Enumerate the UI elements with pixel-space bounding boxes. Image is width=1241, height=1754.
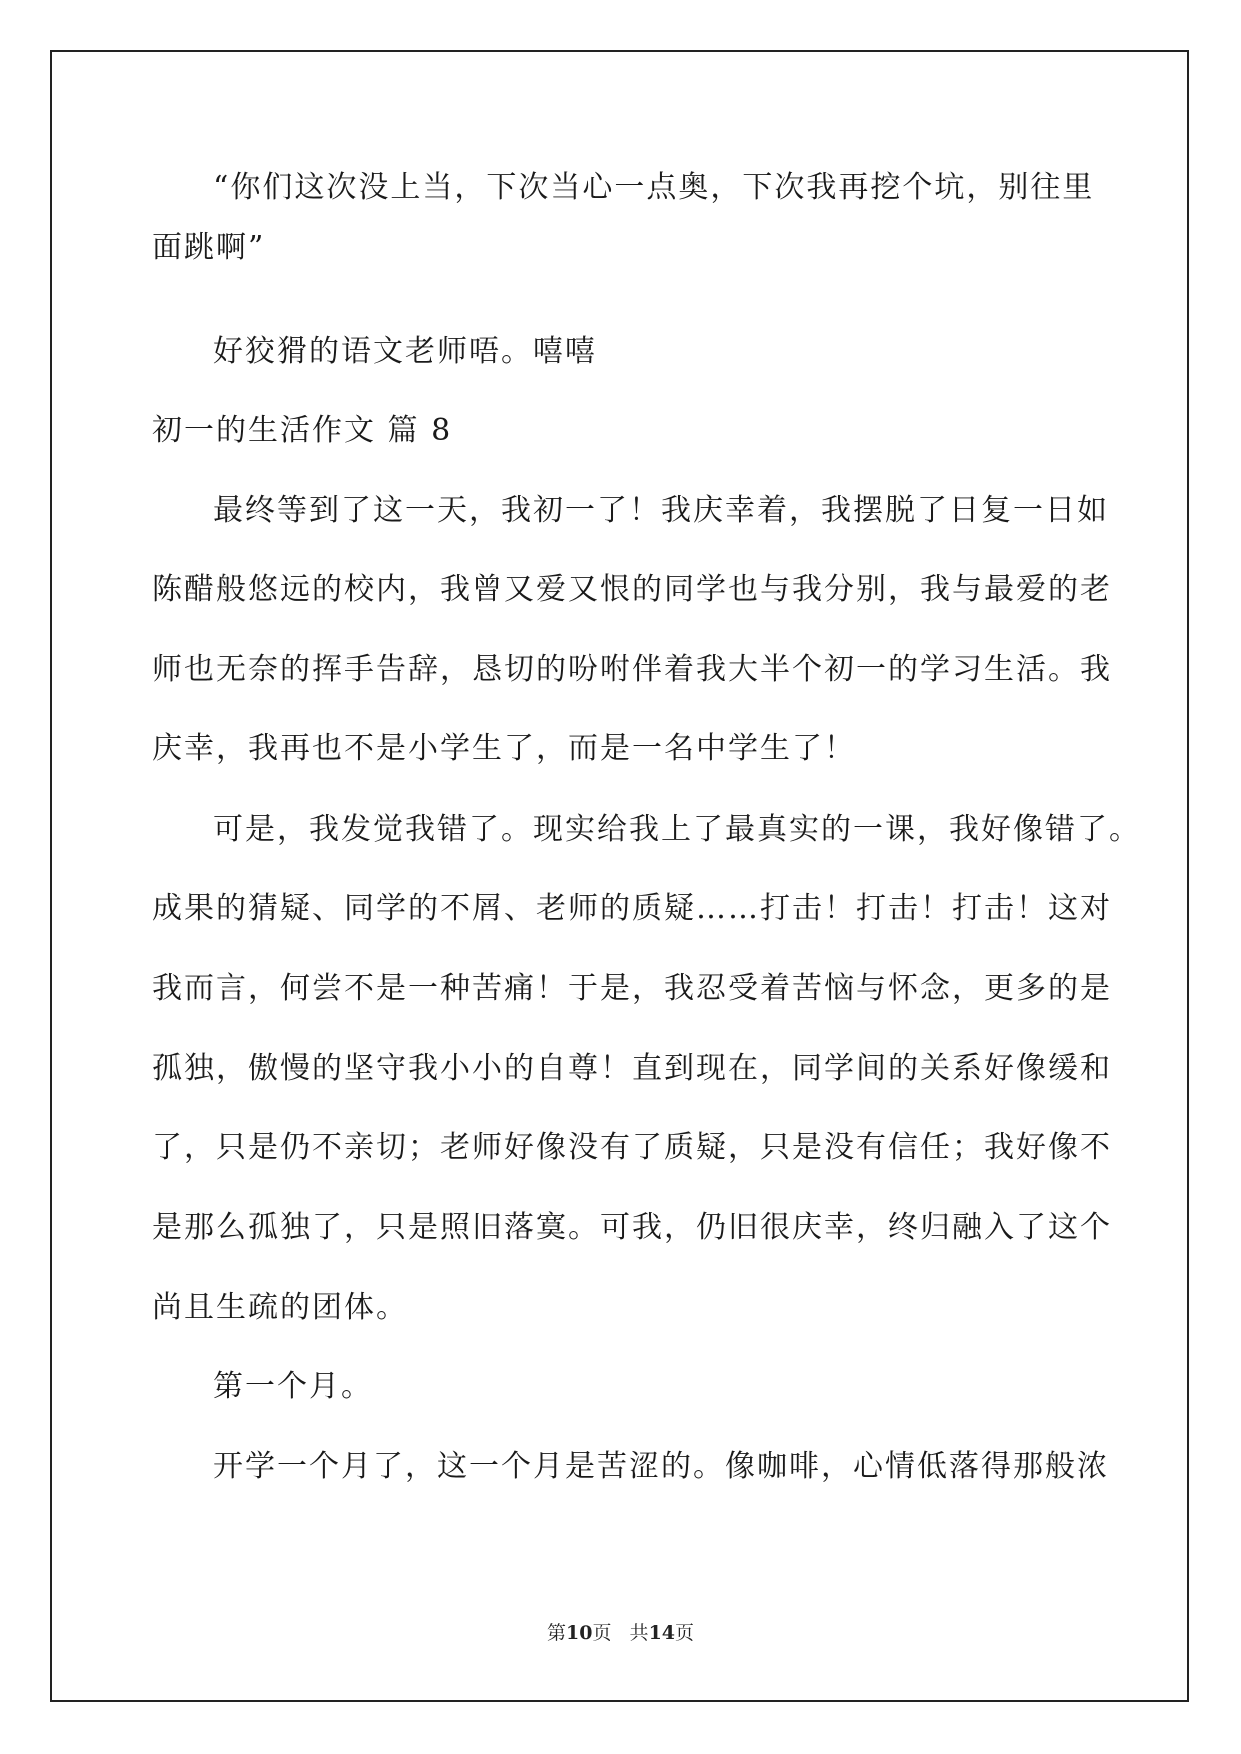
- paragraph-line: 第一个月。: [213, 1369, 373, 1404]
- paragraph-line: “你们这次没上当，下次当心一点奥，下次我再挖个坑，别往里: [213, 170, 1095, 205]
- paragraph-line: 我而言，何尝不是一种苦痛！于是，我忍受着苦恼与怀念，更多的是: [152, 971, 1112, 1006]
- section-heading: 初一的生活作文 篇 8: [152, 413, 453, 448]
- page-footer: [0, 1618, 1241, 1645]
- paragraph-line: 可是，我发觉我错了。现实给我上了最真实的一课，我好像错了。: [213, 812, 1141, 847]
- paragraph-line: 陈醋般悠远的校内，我曾又爱又恨的同学也与我分别，我与最爱的老: [152, 572, 1112, 607]
- footer-prefix: 第: [546, 1622, 566, 1644]
- paragraph-line: 师也无奈的挥手告辞，恳切的吩咐伴着我大半个初一的学习生活。我: [152, 652, 1112, 687]
- paragraph-line: 面跳啊”: [152, 230, 266, 265]
- current-page-number: 10: [565, 1622, 593, 1644]
- footer-mid: 页 共: [592, 1622, 649, 1644]
- paragraph-line: 了，只是仍不亲切；老师好像没有了质疑，只是没有信任；我好像不: [152, 1130, 1112, 1165]
- paragraph-line: 成果的猜疑、同学的不屑、老师的质疑……打击！打击！打击！这对: [152, 891, 1112, 926]
- paragraph-line: 是那么孤独了，只是照旧落寞。可我，仍旧很庆幸，终归融入了这个: [152, 1210, 1112, 1245]
- paragraph-line: 孤独，傲慢的坚守我小小的自尊！直到现在，同学间的关系好像缓和: [152, 1051, 1112, 1086]
- paragraph-line: 尚且生疏的团体。: [152, 1290, 408, 1325]
- paragraph-line: 开学一个月了，这一个月是苦涩的。像咖啡，心情低落得那般浓: [213, 1449, 1109, 1484]
- paragraph-line: 庆幸，我再也不是小学生了，而是一名中学生了！: [152, 731, 856, 766]
- paragraph-line: 最终等到了这一天，我初一了！我庆幸着，我摆脱了日复一日如: [213, 493, 1109, 528]
- total-page-number: 14: [648, 1622, 676, 1644]
- paragraph-line: 好狡猾的语文老师唔。嘻嘻: [213, 334, 597, 369]
- footer-suffix: 页: [675, 1622, 695, 1644]
